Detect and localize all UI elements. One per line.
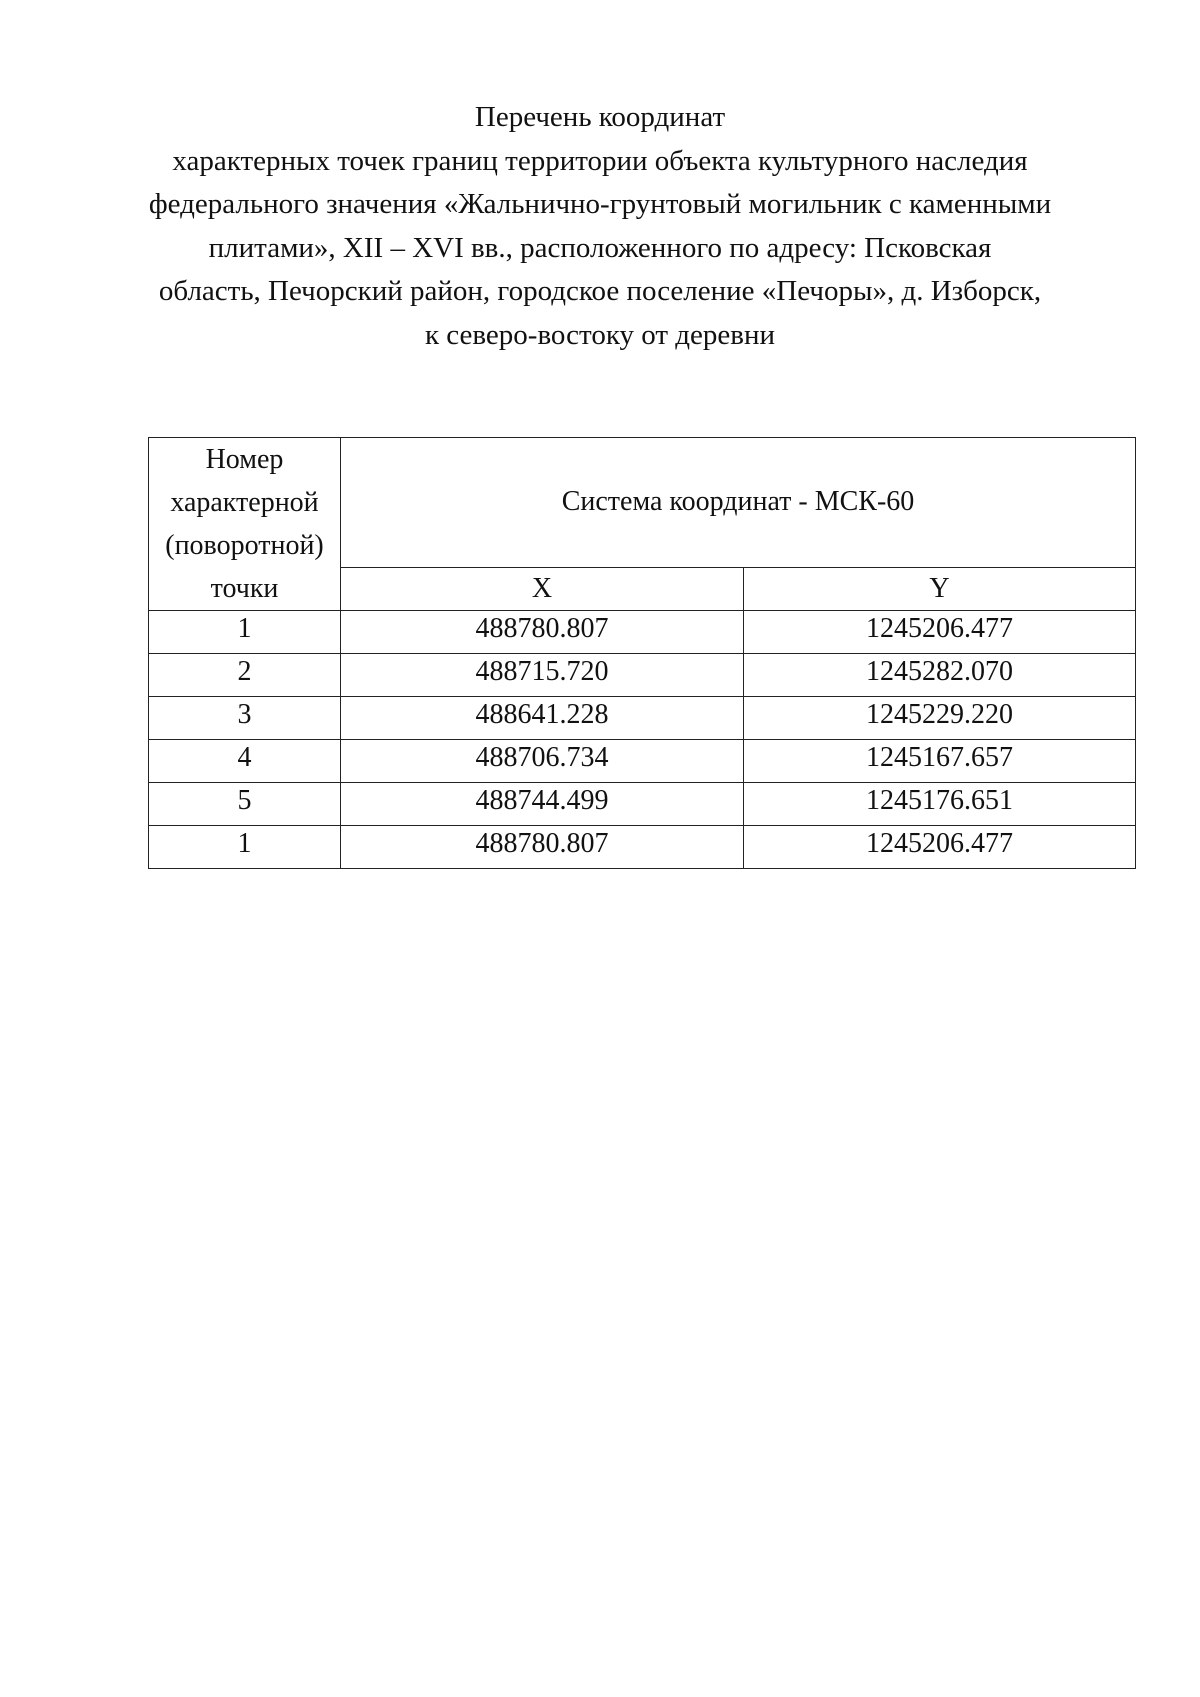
point-number-cell: 1 — [149, 611, 341, 654]
x-coordinate-cell: 488744.499 — [341, 783, 744, 826]
point-number-cell: 2 — [149, 654, 341, 697]
point-number-cell: 4 — [149, 740, 341, 783]
title-line: Перечень координат — [474, 101, 726, 133]
title-line: к северо-востоку от деревни — [424, 318, 776, 351]
document-title — [100, 96, 1100, 357]
table-row — [149, 740, 1136, 783]
x-coordinate-cell: 488641.228 — [341, 697, 744, 740]
point-header-line: (поворотной) — [165, 530, 324, 561]
point-header-line: Номер — [205, 444, 284, 475]
y-coordinate-cell: 1245206.477 — [744, 611, 1136, 654]
point-header-line: точки — [210, 573, 279, 604]
x-column-header: X — [341, 567, 744, 610]
coordinate-system-header: Система координат - МСК-60 — [341, 438, 1136, 568]
table-row — [149, 697, 1136, 740]
coordinates-table — [148, 437, 1136, 869]
table-header-row — [149, 438, 1136, 568]
table-row — [149, 826, 1136, 869]
title-line: плитами», XII – XVI вв., расположенного по адресу: Псковская — [208, 231, 992, 264]
point-number-header — [149, 438, 341, 611]
x-coordinate-cell: 488780.807 — [341, 611, 744, 654]
point-header-line: характерной — [170, 487, 319, 518]
y-coordinate-cell: 1245167.657 — [744, 740, 1136, 783]
title-line: федерального значения «Жальнично-грунтовый могильник с каменными — [148, 188, 1052, 220]
y-column-header: Y — [744, 567, 1136, 610]
point-number-cell: 5 — [149, 783, 341, 826]
y-coordinate-cell: 1245206.477 — [744, 826, 1136, 869]
table-row — [149, 783, 1136, 826]
x-coordinate-cell: 488780.807 — [341, 826, 744, 869]
title-line: характерных точек границ территории объекта культурного наследия — [172, 144, 1028, 177]
table-row — [149, 611, 1136, 654]
x-coordinate-cell: 488715.720 — [341, 654, 744, 697]
table-row — [149, 654, 1136, 697]
y-coordinate-cell: 1245229.220 — [744, 697, 1136, 740]
title-line: область, Печорский район, городское поселение «Печоры», д. Изборск, — [158, 275, 1042, 307]
x-coordinate-cell: 488706.734 — [341, 740, 744, 783]
point-number-cell: 3 — [149, 697, 341, 740]
y-coordinate-cell: 1245282.070 — [744, 654, 1136, 697]
y-coordinate-cell: 1245176.651 — [744, 783, 1136, 826]
point-number-cell: 1 — [149, 826, 341, 869]
